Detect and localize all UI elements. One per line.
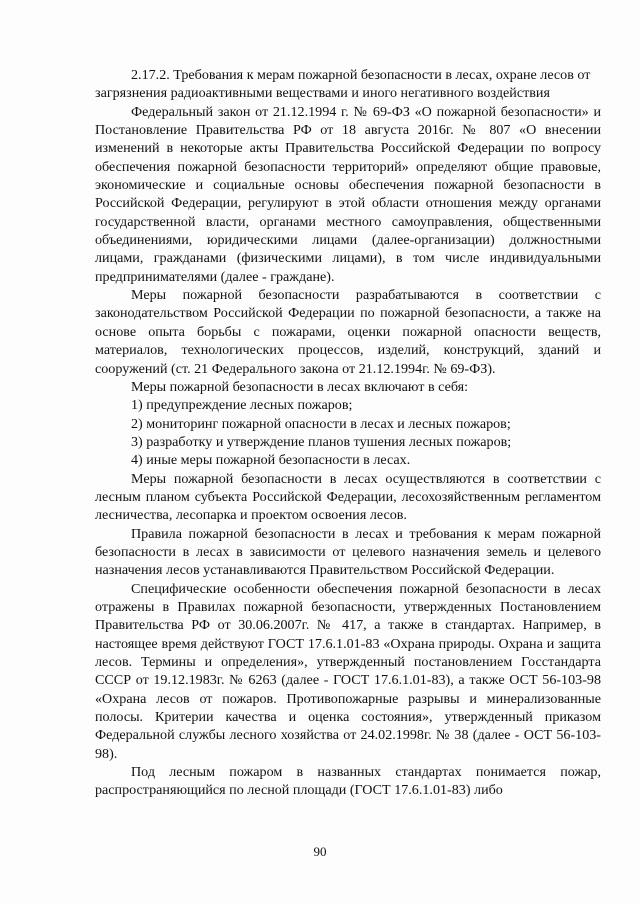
list-item: 1) предупреждение лесных пожаров; [131, 397, 353, 414]
paragraph-federal-law: Федеральный закон от 21.12.1994 г. № 69-ФЗ «О пожарной безопасности» и Постановление Правительства РФ от 18 августа 2016г. № 807 «О внесении изменений в некоторые акты Правительства Российской Федерации по вопросу обеспечения пожарной безопасности территорий» определяют общие правовые, экономические и социальные основы обеспечения пожарной безопасности в Российской Федерации, регулируют в этой области отношения между органами государственной власти, органами местного самоуправления, общественными объединениями, юридическими лицами (далее-организации) должностными лицами, гражданами (физическими лицами), в том числе индивидуальными предпринимателями (далее - граждане). [95, 103, 601, 285]
paragraph-specific-features: Специфические особенности обеспечения пожарной безопасности в лесах отражены в Правилах пожарной безопасности, утвержденных Постановлением Правительства РФ от 30.06.2007г. № 417, а также в стандартах. Например, в настоящее время действуют ГОСТ 17.6.1.01-83 «Охрана природы. Охрана и защита лесов. Термины и определения», утвержденный постановлением Госстандарта СССР от 19.12.1983г. № 6263 (далее - ГОСТ 17.6.1.01-83), а также ОСТ 56-103-98 «Охрана лесов от пожаров. Противопожарные разрывы и минерализованные полосы. Критерии качества и оценка состояния», утвержденный приказом Федеральной службы лесного хозяйства от 24.02.1998г. № 38 (далее - ОСТ 56-103-98). [95, 580, 601, 762]
paragraph-measures-development: Меры пожарной безопасности разрабатываются в соответствии с законодательством Российской Федерации по пожарной безопасности, а также на основе опыта борьбы с пожарами, оценки пожарной опасности веществ, материалов, технологических процессов, изделий, конструкций, зданий и сооружений (ст. 21 Федерального закона от 21.12.1994г. № 69-ФЗ). [95, 287, 601, 377]
page-number: 90 [313, 844, 327, 859]
paragraph-forest-plan: Меры пожарной безопасности в лесах осуществляются в соответствии с лесным планом субъекта Российской Федерации, лесохозяйственным регламентом лесничества, лесопарка и проектом освоения лесов. [95, 470, 601, 524]
list-intro: Меры пожарной безопасности в лесах включают в себя: [131, 378, 469, 395]
list-item: 2) мониторинг пожарной опасности в лесах и лесных пожаров; [131, 415, 511, 432]
section-heading: 2.17.2. Требования к мерам пожарной безопасности в лесах, охране лесов от загрязнения радиоактивными веществами и иного негативного воздействия [95, 67, 591, 102]
paragraph-forest-fire-definition: Под лесным пожаром в названных стандартах понимается пожар, распространяющийся по лесной площади (ГОСТ 17.6.1.01-83) либо [95, 764, 601, 799]
list-item: 4) иные меры пожарной безопасности в лесах. [131, 452, 411, 469]
document-body [95, 66, 601, 800]
paragraph-fire-rules: Правила пожарной безопасности в лесах и требования к мерам пожарной безопасности в лесах в зависимости от целевого назначения земель и целевого назначения лесов устанавливаются Правительством Российской Федерации. [95, 525, 601, 579]
list-item: 3) разработку и утверждение планов тушения лесных пожаров; [131, 433, 512, 450]
